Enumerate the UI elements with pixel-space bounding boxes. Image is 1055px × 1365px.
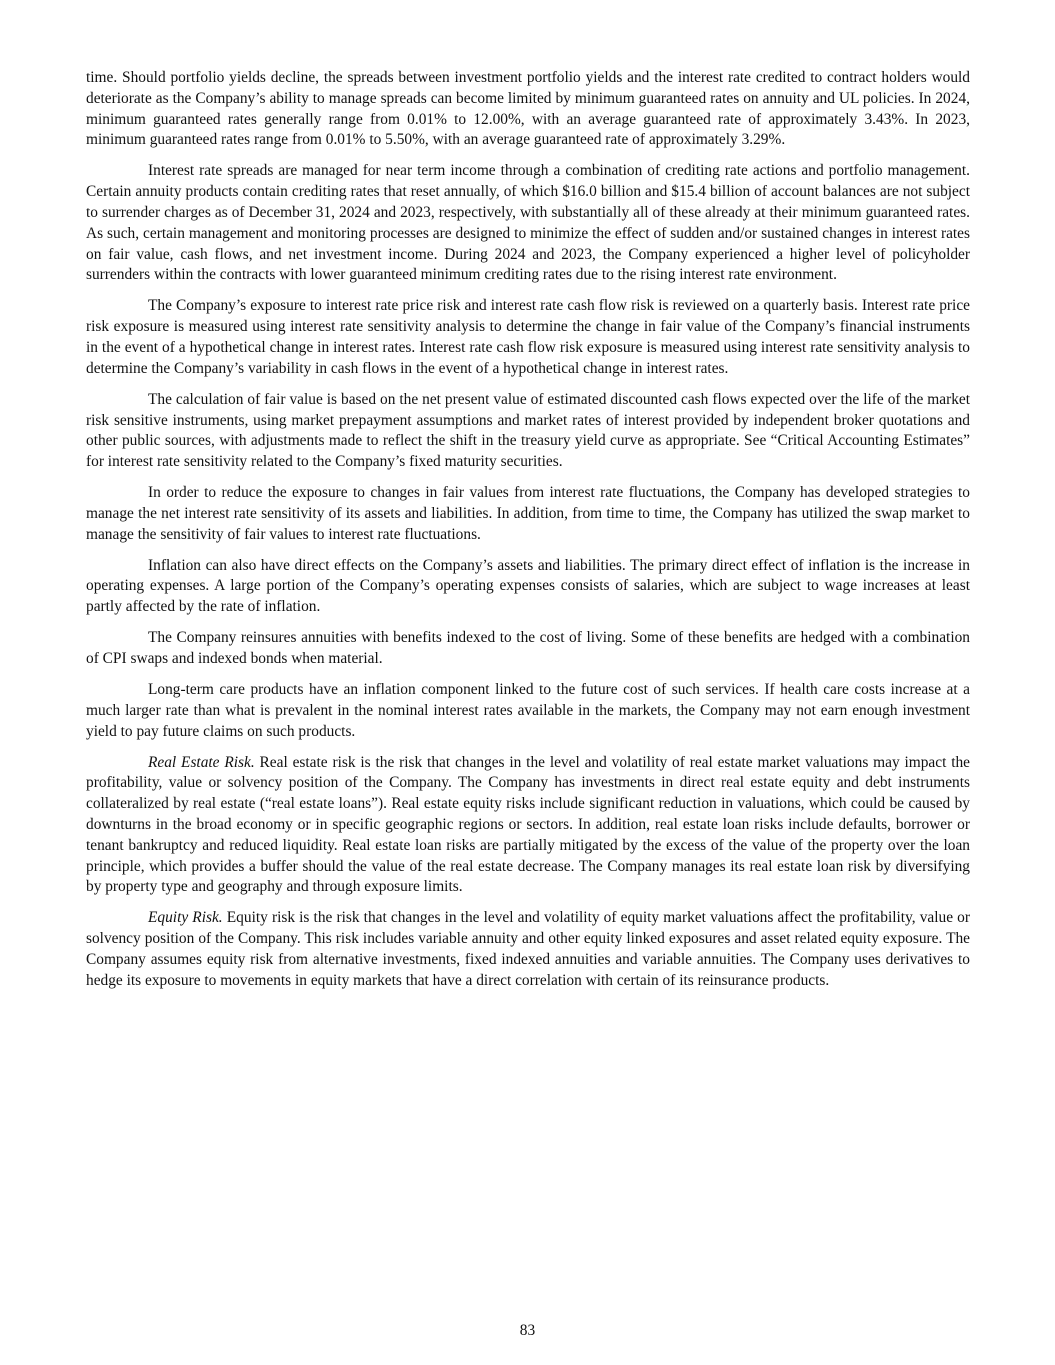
run-in-heading: Real Estate Risk. xyxy=(148,753,255,771)
paragraph-exposure-review xyxy=(86,296,970,379)
paragraph-text: Interest rate spreads are managed for near term income through a combination of crediting rate actions and portfolio management. Certain annuity products contain crediting rates that reset annually, of which $16.0 billion and $15.4 billion of account balances are not subject to surrender charges as of December 31, 2024 and 2023, respectively, with substantially all of these already at their minimum guaranteed rates. As such, certain management and monitoring processes are designed to minimize the effect of sudden and/or sustained changes in interest rates on fair value, cash flows, and net investment income. During 2024 and 2023, the Company experienced a higher level of policyholder surrenders within the contracts with lower guaranteed minimum crediting rates due to the rising interest rate environment. xyxy=(86,162,970,284)
paragraph-reduce-exposure xyxy=(86,483,970,545)
paragraph-text: Equity risk is the risk that changes in the level and volatility of equity market valuations affect the profitability, value or solvency position of the Company. This risk includes variable annuity and other equity linked exposures and asset related equity exposure. The Company assumes equity risk from alternative investments, fixed indexed annuities and variable annuities. The Company uses derivatives to hedge its exposure to movements in equity markets that have a direct correlation with certain of its reinsurance products. xyxy=(86,909,971,989)
paragraph-text: The calculation of fair value is based on the net present value of estimated discounted cash flows expected over the life of the market risk sensitive instruments, using market prepayment assumptions and market rates of interest provided by independent broker quotations and other public sources, with adjustments made to reflect the shift in the treasury yield curve as appropriate. See “Critical Accounting Estimates” for interest rate sensitivity related to the Company’s fixed maturity securities. xyxy=(86,390,970,471)
paragraph-text: The Company reinsures annuities with benefits indexed to the cost of living. Some of these benefits are hedged with a combination of CPI swaps and indexed bonds when material. xyxy=(86,629,970,668)
paragraph-text: Inflation can also have direct effects on the Company’s assets and liabilities. The primary direct effect of inflation is the increase in operating expenses. A large portion of the Company’s operating expenses consists of salaries, which are subject to wage increases at least partly affected by the rate of inflation. xyxy=(86,556,970,616)
paragraph-equity-risk xyxy=(86,908,970,991)
paragraph-text: Long-term care products have an inflation component linked to the future cost of such services. If health care costs increase at a much larger rate than what is prevalent in the nominal interest rates available in the markets, the Company may not earn enough investment yield to pay future claims on such products. xyxy=(86,681,970,740)
document-body xyxy=(86,68,970,1002)
paragraph-fair-value-calculation xyxy=(86,390,970,473)
paragraph-long-term-care xyxy=(86,680,970,742)
run-in-heading: Equity Risk. xyxy=(148,909,223,927)
paragraph-reinsured-annuities xyxy=(86,628,970,670)
paragraph-spread-risk xyxy=(86,68,970,151)
paragraph-text: time. Should portfolio yields decline, the spreads between investment portfolio yields and the interest rate credited to contract holders would deteriorate as the Company’s ability to manage spreads can become limited by minimum guaranteed rates on annuity and UL policies. In 2024, minimum guaranteed rates generally range from 0.01% to 12.00%, with an average guaranteed rate of approximately 3.43%. In 2023, minimum guaranteed rates range from 0.01% to 5.50%, with an average guaranteed rate of approximately 3.29%. xyxy=(86,69,970,149)
page-number: 83 xyxy=(519,1322,536,1339)
paragraph-inflation xyxy=(86,556,970,618)
paragraph-text: The Company’s exposure to interest rate price risk and interest rate cash flow risk is reviewed on a quarterly basis. Interest rate price risk exposure is measured using interest rate sensitivity analysis to determine the change in fair value of the Company’s financial instruments in the event of a hypothetical change in interest rates. Interest rate cash flow risk exposure is measured using interest rate sensitivity analysis to determine the Company’s variability in cash flows in the event of a hypothetical change in interest rates. xyxy=(86,297,970,377)
paragraph-text: In order to reduce the exposure to changes in fair values from interest rate fluctuations, the Company has developed strategies to manage the net interest rate sensitivity of its assets and liabilities. In addition, from time to time, the Company has utilized the swap market to manage the sensitivity of fair values to interest rate fluctuations. xyxy=(86,484,970,543)
paragraph-real-estate-risk xyxy=(86,753,970,899)
paragraph-interest-rate-spreads xyxy=(86,161,970,286)
paragraph-text: Real estate risk is the risk that changes in the level and volatility of real estate market valuations may impact the profitability, value or solvency position of the Company. The Company has investments in direct real estate equity and debt instruments collateralized by real estate (“real estate loans”). Real estate equity risks include significant reduction in valuations, which could be caused by downturns in the broad economy or in specific geographic regions or sectors. In addition, real estate loan risks include defaults, borrower or tenant bankruptcy and reduced liquidity. Real estate loan risks are partially mitigated by the excess of the value of the property over the loan principle, which provides a buffer should the value of the real estate decrease. The Company manages its real estate loan risk by diversifying by property type and geography and through exposure limits. xyxy=(86,753,970,896)
